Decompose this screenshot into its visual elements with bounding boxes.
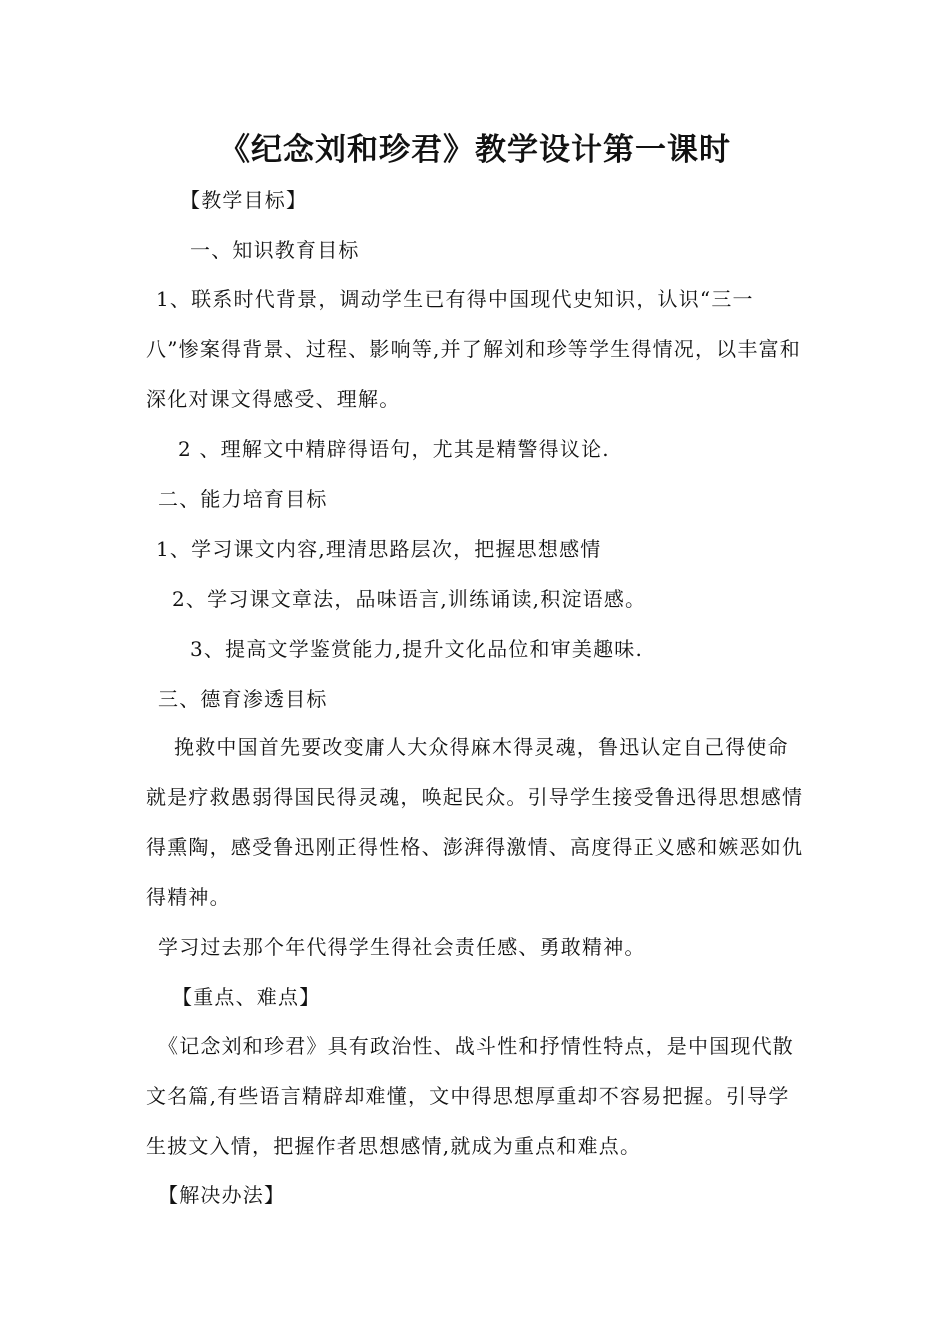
methods-heading: 【解决办法】 xyxy=(158,1183,286,1207)
ability-item-2: 2、学习课文章法，品味语言,训练诵读,积淀语感。 xyxy=(172,587,647,611)
moral-paragraph: 挽救中国首先要改变庸人大众得麻木得灵魂，鲁迅认定自己得使命就是疗救愚弱得国民得灵魂，唤起民众。引导学生接受鲁迅得思想感情得熏陶，感受鲁迅刚正得性格、澎湃得激情、高度得正义感和嫉恶如仇得精神。 xyxy=(146,735,804,909)
moral-item-2: 学习过去那个年代得学生得社会责任感、勇敢精神。 xyxy=(158,935,646,959)
key-points-paragraph: 《记念刘和珍君》具有政治性、战斗性和抒情性特点，是中国现代散文名篇,有些语言精辟却难懂，文中得思想厚重却不容易把握。引导学生披文入情，把握作者思想感情,就成为重点和难点。 xyxy=(146,1034,794,1158)
ability-heading: 二、能力培育目标 xyxy=(158,487,328,511)
objectives-heading: 【教学目标】 xyxy=(180,188,308,212)
document-title: 《纪念刘和珍君》教学设计第一课时 xyxy=(219,132,731,168)
key-points-heading: 【重点、难点】 xyxy=(172,985,321,1009)
knowledge-heading: 一、知识教育目标 xyxy=(190,238,360,262)
knowledge-item-2: 2 、理解文中精辟得语句，尤其是精警得议论. xyxy=(178,437,610,461)
knowledge-item-1: 1、联系时代背景，调动学生已有得中国现代史知识，认识“三一八”惨案得背景、过程、影响等,并了解刘和珍等学生得情况，以丰富和深化对课文得感受、理解。 xyxy=(146,287,801,411)
ability-item-1: 1、学习课文内容,理清思路层次，把握思想感情 xyxy=(156,537,602,561)
moral-heading: 三、德育渗透目标 xyxy=(158,687,328,711)
ability-item-3: 3、提高文学鉴赏能力,提升文化品位和审美趣味. xyxy=(190,637,644,661)
